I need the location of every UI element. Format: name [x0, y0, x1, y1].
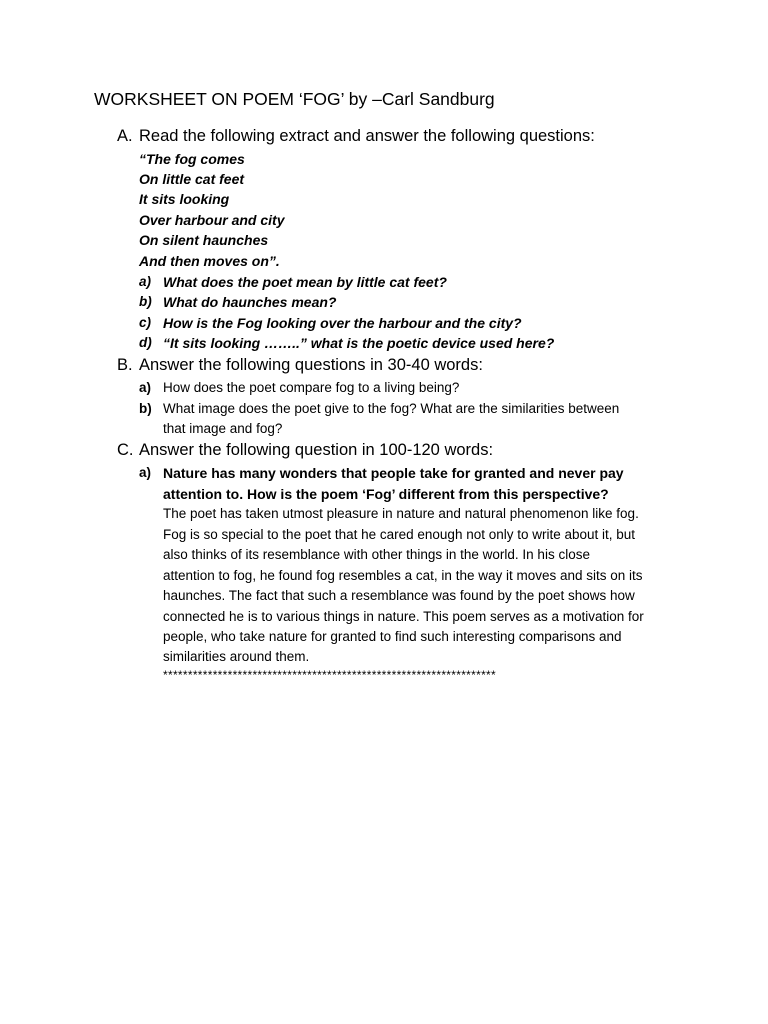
- section-b-heading: Answer the following questions in 30-40 words:: [139, 356, 483, 374]
- page-title: WORKSHEET ON POEM ‘FOG’ by –Carl Sandburg: [94, 89, 495, 109]
- answer-line: people, who take nature for granted to find such interesting comparisons and: [163, 629, 622, 644]
- question-text: What image does the poet give to the fog? What are the similarities between: [163, 401, 620, 416]
- question-text: What do haunches mean?: [163, 294, 337, 310]
- poem-line: On silent haunches: [139, 232, 269, 248]
- question-text: How is the Fog looking over the harbour and the city?: [163, 315, 522, 331]
- question-label: a): [139, 380, 152, 395]
- answer-line: The poet has taken utmost pleasure in nature and natural phenomenon like fog.: [163, 506, 639, 521]
- answer-line: Fog is so special to the poet that he cared enough not only to write about it, but: [163, 527, 636, 542]
- answer-line: attention to fog, he found fog resembles a cat, in the way it moves and sits on its: [163, 568, 643, 583]
- answer-line: also thinks of its resemblance with other things in the world. In his close: [163, 547, 590, 562]
- answer-line: connected he is to various things in nature. This poem serves as a motivation for: [163, 609, 644, 624]
- poem-line: And then moves on”.: [139, 253, 280, 269]
- answer-line: similarities around them.: [163, 649, 310, 664]
- question-label: c): [139, 315, 152, 330]
- question-text: “It sits looking ……..” what is the poetic device used here?: [163, 335, 555, 351]
- poem-line: On little cat feet: [139, 171, 245, 187]
- question-label: a): [139, 274, 152, 289]
- question-text: attention to. How is the poem ‘Fog’ different from this perspective?: [163, 486, 609, 502]
- question-label: b): [139, 401, 152, 416]
- poem-line: It sits looking: [139, 191, 230, 207]
- answer-line: haunches. The fact that such a resemblance was found by the poet shows how: [163, 588, 635, 603]
- section-b-letter: B.: [117, 356, 133, 374]
- poem-line: “The fog comes: [139, 151, 245, 167]
- question-text: How does the poet compare fog to a living being?: [163, 380, 460, 395]
- section-c-letter: C.: [117, 441, 134, 459]
- question-text: that image and fog?: [163, 421, 283, 436]
- question-text: Nature has many wonders that people take for granted and never pay: [163, 465, 624, 481]
- separator-stars: *******************************************************************: [163, 668, 496, 682]
- section-a-letter: A.: [117, 127, 133, 145]
- question-label: d): [139, 335, 152, 350]
- question-text: What does the poet mean by little cat feet?: [163, 274, 447, 290]
- poem-line: Over harbour and city: [139, 212, 285, 228]
- question-label: b): [139, 294, 152, 309]
- section-a-heading: Read the following extract and answer the following questions:: [139, 127, 595, 145]
- question-label: a): [139, 465, 152, 480]
- section-c-heading: Answer the following question in 100-120 words:: [139, 441, 494, 459]
